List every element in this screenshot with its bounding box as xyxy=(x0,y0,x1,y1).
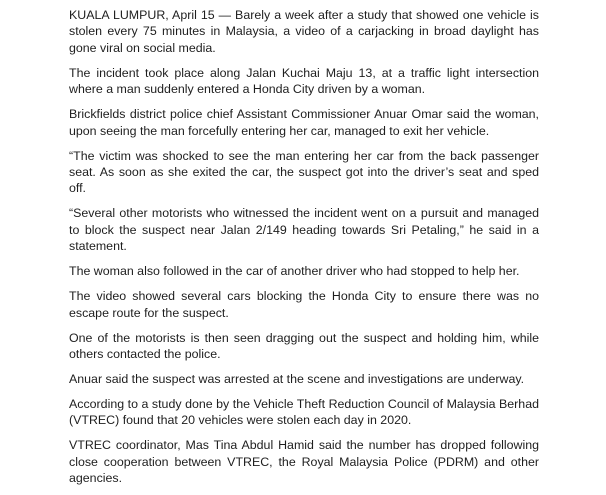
paragraph-11: VTREC coordinator, Mas Tina Abdul Hamid said the number has dropped following close cooperation between VTREC, the Royal Malaysia Police (PDRM) and other agencies. xyxy=(69,438,539,486)
paragraph-1: KUALA LUMPUR, April 15 — Barely a week after a study that showed one vehicle is stolen every 75 minutes in Malaysia, a video of a carjacking in broad daylight has gone viral on social media. xyxy=(69,8,539,55)
paragraph-8: One of the motorists is then seen dragging out the suspect and holding him, while others contacted the police. xyxy=(69,330,539,362)
paragraph-2: The incident took place along Jalan Kuchai Maju 13, at a traffic light intersection where a man suddenly entered a Honda City driven by a woman. xyxy=(69,65,539,97)
paragraph-3: Brickfields district police chief Assistant Commissioner Anuar Omar said the woman, upon seeing the man forcefully entering her car, managed to exit her vehicle. xyxy=(69,107,539,138)
paragraph-7: The video showed several cars blocking the Honda City to ensure there was no escape route for the suspect. xyxy=(69,289,539,320)
article-body xyxy=(69,7,539,495)
paragraph-5: “Several other motorists who witnessed the incident went on a pursuit and managed to block the suspect near Jalan 2/149 heading towards Sri Petaling,” he said in a statement. xyxy=(69,206,539,254)
paragraph-4: “The victim was shocked to see the man entering her car from the back passenger seat. As soon as she exited the car, the suspect got into the driver’s seat and sped off. xyxy=(69,148,539,196)
paragraph-9: Anuar said the suspect was arrested at the scene and investigations are underway. xyxy=(69,372,525,387)
paragraph-10: According to a study done by the Vehicle Theft Reduction Council of Malaysia Berhad (VTREC) found that 20 vehicles were stolen each day in 2020. xyxy=(69,397,539,428)
paragraph-6: The woman also followed in the car of another driver who had stopped to help her. xyxy=(69,264,520,279)
